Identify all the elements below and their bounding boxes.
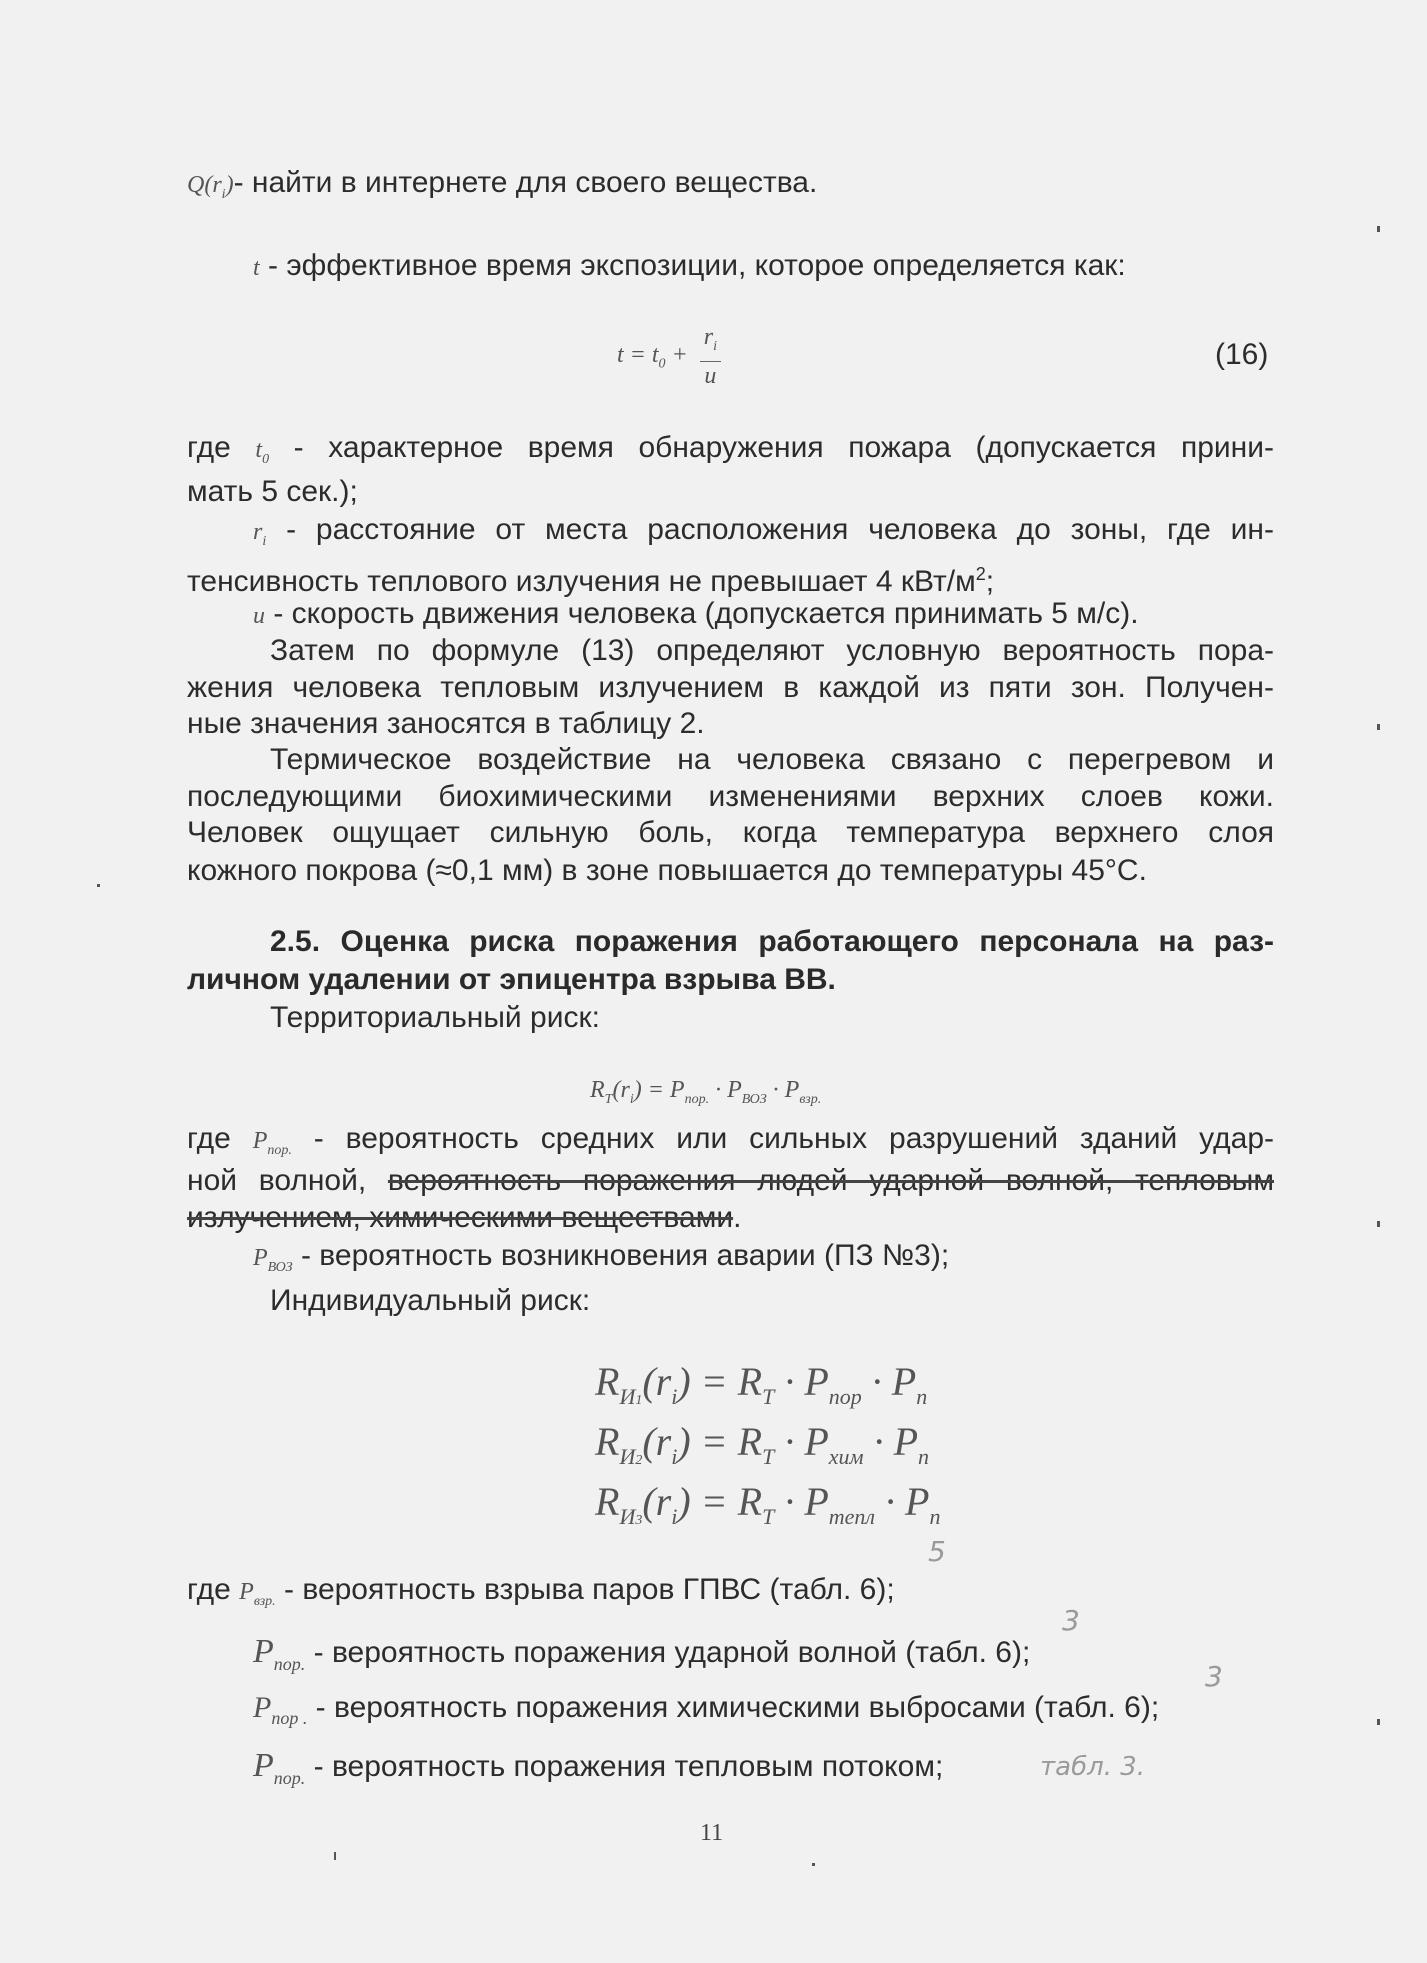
math-p-por: $P_{пор.}$ (253, 1747, 306, 1788)
formula-individual-risk-2: $R_{И2}(r_i) = R_T \cdot P_{хим} \cdot P_n$ (595, 1419, 930, 1469)
formula-individual-risk-3: $R_{И3}(r_i) = R_T \cdot P_{тепл} \cdot P_n$ (595, 1479, 941, 1529)
scan-speck (1377, 1719, 1380, 1725)
scan-speck (334, 1852, 336, 1860)
text-line: где $P_{пор.}$ - вероятность средних или сильных разрушений зданий удар- (187, 1122, 1274, 1158)
text-line: где $t_0$ - характерное время обнаружения пожара (допускается прини- (187, 431, 1274, 467)
scan-speck (1377, 226, 1380, 232)
text-line: излучением, химическими веществами. (187, 1201, 742, 1234)
math-t: t (253, 255, 260, 281)
text-line: последующими биохимическими изменениями верхних слоев кожи. (187, 780, 1274, 813)
text-line: где $P_{взр.}$ - вероятность взрыва паров ГПВС (табл. 6); (187, 1573, 895, 1609)
text-line: ной волной, вероятность поражения людей ударной волной, тепловым (187, 1164, 1274, 1197)
section-heading: личном удалении от эпицентра взрыва ВВ. (187, 963, 836, 996)
text-line: $P_{пор .}$ - вероятность поражения химическими выбросами (табл. 6); (253, 1691, 1160, 1728)
math-p-voz: $P_{ВОЗ}$ (253, 1245, 293, 1275)
math-p-por: $P_{пор .}$ (253, 1691, 308, 1728)
scan-speck (1377, 1221, 1380, 1227)
math-p-por: $P_{пор.}$ (252, 1128, 292, 1158)
text-line: Термическое воздействие на человека связано с перегревом и (270, 743, 1274, 776)
math-t0: $t_0$ (255, 437, 270, 467)
text-line: Индивидуальный риск: (270, 1284, 591, 1317)
math-p-por: $P_{пор.}$ (253, 1633, 306, 1674)
text-line: $P_{ВОЗ}$ - вероятность возникновения аварии (ПЗ №3); (253, 1239, 950, 1275)
text-line: кожного покрова (≈0,1 мм) в зоне повышается до температуры 45°С. (187, 854, 1147, 887)
text-line: t - эффективное время экспозиции, которое определяется как: (253, 249, 1126, 282)
text-line: мать 5 сек.); (187, 475, 358, 508)
text-line: $P_{пор.}$ - вероятность поражения ударной волной (табл. 6); (253, 1633, 1031, 1674)
handwritten-note: 3 (1062, 1604, 1080, 1637)
handwritten-note: табл. 3. (1040, 1752, 1146, 1782)
section-heading: 2.5. Оценка риска поражения работающего персонала на раз- (270, 925, 1274, 958)
page-number: 11 (700, 1820, 724, 1846)
math-ri: $r_i$ (253, 519, 267, 549)
text-line: Человек ощущает сильную боль, когда температура верхнего слоя (187, 816, 1274, 849)
math-q-ri: $Q(r_i)$ (187, 172, 234, 202)
text-line: u - скорость движения человека (допускается принимать 5 м/с). (253, 597, 1139, 630)
struck-text: излучением, химическими веществами (187, 1201, 734, 1234)
scan-speck (1377, 724, 1380, 730)
text-line: $r_i$ - расстояние от места расположения человека до зоны, где ин- (253, 513, 1274, 549)
text-line: Территориальный риск: (270, 1001, 600, 1034)
formula-territorial-risk: $R_T(r_i) = P_{пор.} \cdot P_{ВОЗ} \cdot P_{взр.}$ (590, 1077, 822, 1107)
math-p-vzr: $P_{взр.}$ (239, 1579, 276, 1609)
text-line: тенсивность теплового излучения не превышает 4 кВт/$м^2$; (187, 564, 995, 598)
text-line: ные значения заносятся в таблицу 2. (187, 707, 705, 740)
text-line: Затем по формуле (13) определяют условную вероятность пора- (270, 634, 1274, 667)
formula-individual-risk-1: $R_{И1}(r_i) = R_T \cdot P_{пор} \cdot P_n$ (595, 1359, 928, 1409)
handwritten-note: 5 (928, 1535, 946, 1568)
handwritten-note: 3 (1205, 1660, 1223, 1693)
text-line: жения человека тепловым излучением в каждой из пяти зон. Получен- (187, 671, 1274, 704)
equation-number: (16) (1215, 338, 1269, 371)
text-line: $Q(r_i)-$ найти в интернете для своего вещества. (187, 166, 818, 202)
struck-text: вероятность поражения людей ударной волной, тепловым (387, 1164, 1274, 1197)
text-line: $P_{пор.}$ - вероятность поражения тепловым потоком; (253, 1747, 944, 1788)
scan-speck (97, 884, 100, 887)
formula-16: $t = t_0$ + $\frac{r_i}{u}$ (617, 323, 721, 390)
math-u: u (253, 603, 265, 629)
scan-speck (812, 1863, 815, 1866)
